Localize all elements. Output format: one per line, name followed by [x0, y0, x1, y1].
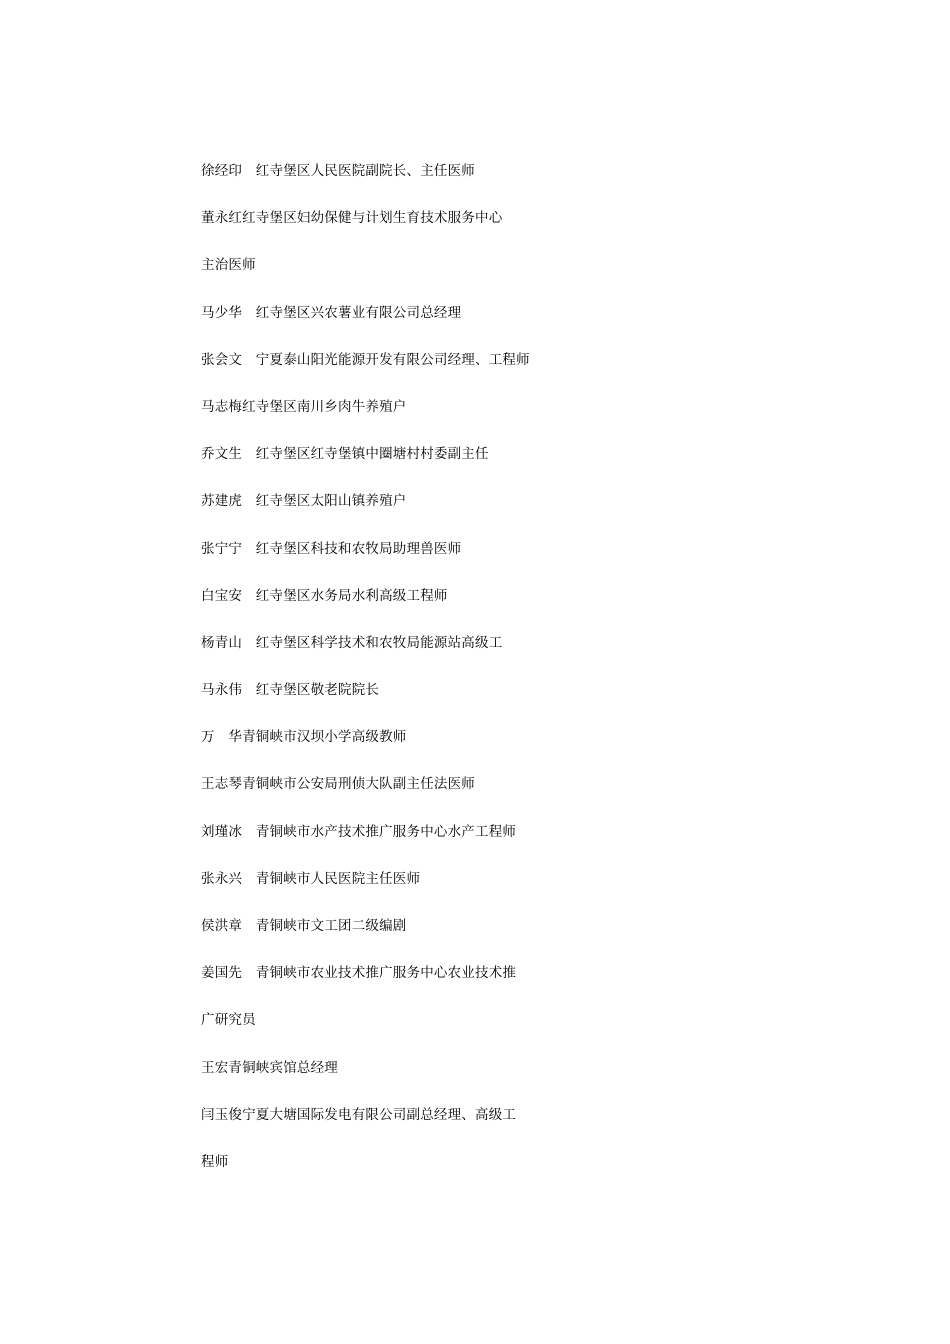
list-line: 侯洪章 青铜峡市文工团二级编剧	[201, 918, 407, 934]
list-line: 张会文 宁夏泰山阳光能源开发有限公司经理、工程师	[201, 351, 530, 368]
list-line: 程师	[201, 1153, 229, 1170]
list-line: 马志梅红寺堡区南川乡肉牛养殖户	[201, 398, 407, 415]
list-line: 张永兴 青铜峡市人民医院主任医师	[201, 870, 421, 887]
name-list	[201, 160, 761, 1198]
list-line: 乔文生 红寺堡区红寺堡镇中圈塘村村委副主任	[201, 446, 489, 463]
list-line: 马永伟 红寺堡区敬老院院长	[201, 682, 380, 699]
list-line: 苏建虎 红寺堡区太阳山镇养殖户	[201, 493, 407, 510]
list-line: 马少华 红寺堡区兴农薯业有限公司总经理	[201, 304, 462, 321]
list-line: 王宏青铜峡宾馆总经理	[201, 1059, 338, 1076]
list-line: 主治医师	[201, 257, 256, 274]
list-line: 白宝安 红寺堡区水务局水利高级工程师	[201, 587, 448, 604]
list-line: 董永红红寺堡区妇幼保健与计划生育技术服务中心	[201, 210, 503, 227]
list-line: 徐经印 红寺堡区人民医院副院长、主任医师	[201, 163, 475, 179]
list-line: 姜国先 青铜峡市农业技术推广服务中心农业技术推	[201, 965, 517, 982]
list-line: 杨青山 红寺堡区科学技术和农牧局能源站高级工	[201, 634, 503, 651]
list-line: 广研究员	[201, 1012, 256, 1029]
list-line: 闫玉俊宁夏大塘国际发电有限公司副总经理、高级工	[201, 1106, 517, 1123]
list-line: 刘瑾冰 青铜峡市水产技术推广服务中心水产工程师	[201, 823, 517, 840]
list-line: 王志琴青铜峡市公安局刑侦大队副主任法医师	[201, 776, 475, 793]
list-line: 万 华青铜峡市汉坝小学高级教师	[201, 729, 407, 746]
list-line: 张宁宁 红寺堡区科技和农牧局助理兽医师	[201, 540, 462, 557]
